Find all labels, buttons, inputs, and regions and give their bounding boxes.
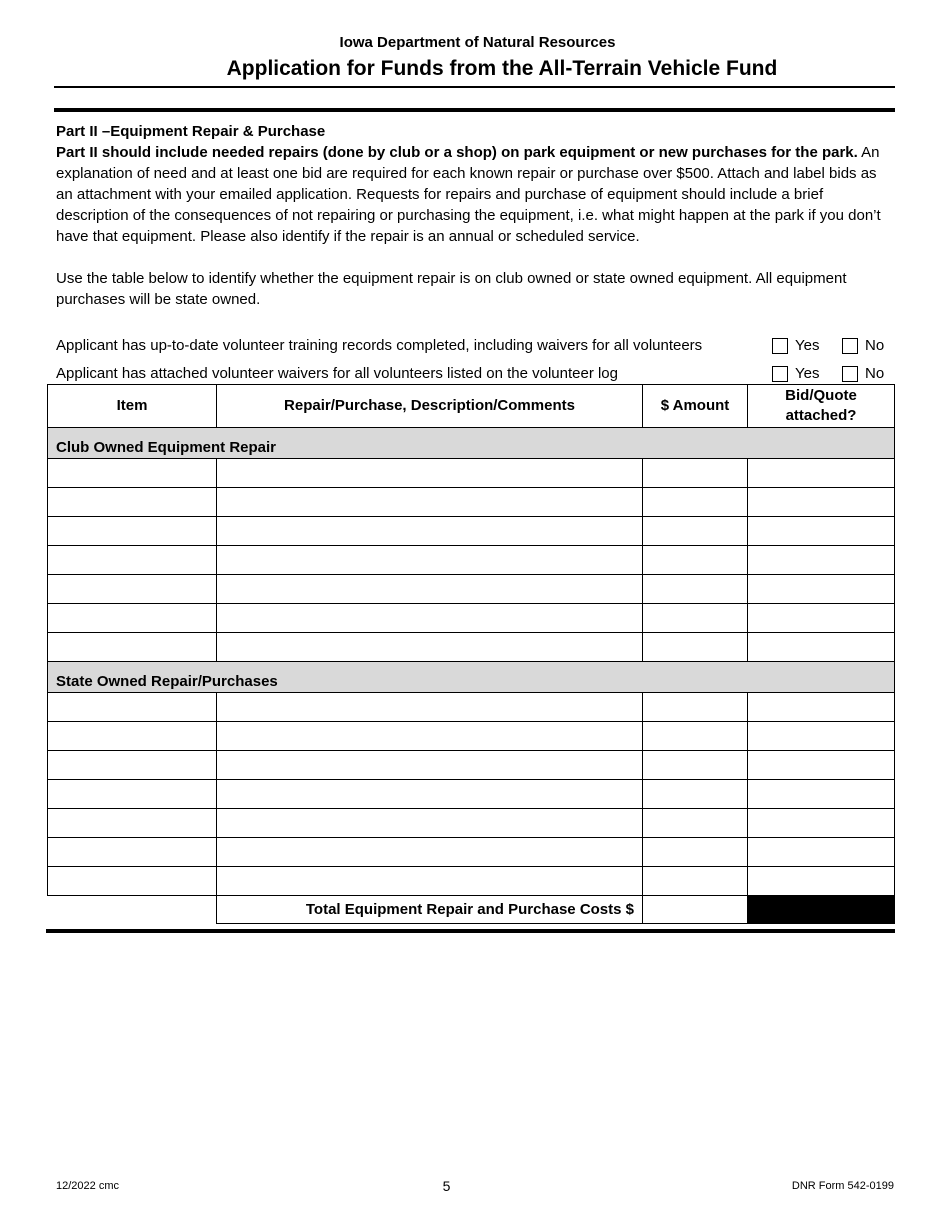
training-records-yes-label: Yes	[795, 337, 820, 354]
bid-quote-cell[interactable]	[748, 809, 895, 838]
amount-cell[interactable]	[643, 546, 748, 575]
item-cell[interactable]	[48, 575, 217, 604]
description-cell[interactable]	[217, 633, 643, 662]
description-cell[interactable]	[217, 604, 643, 633]
description-cell[interactable]	[217, 751, 643, 780]
amount-cell[interactable]	[643, 517, 748, 546]
section-state-owned: State Owned Repair/Purchases	[48, 662, 895, 693]
page-title: Application for Funds from the All-Terrain Vehicle Fund	[226, 57, 778, 80]
intro-text	[56, 121, 892, 310]
section-divider	[54, 108, 895, 112]
amount-cell[interactable]	[643, 575, 748, 604]
amount-cell[interactable]	[643, 780, 748, 809]
description-cell[interactable]	[217, 838, 643, 867]
instructions-paragraph	[56, 142, 892, 247]
description-cell[interactable]	[217, 867, 643, 896]
instructions-bold: Part II should include needed repairs (done by club or a shop) on park equipment or new purchases for the park.	[56, 144, 858, 161]
table-row	[48, 517, 895, 546]
volunteer-waivers-yes-label: Yes	[795, 365, 820, 382]
bid-quote-cell[interactable]	[748, 517, 895, 546]
description-cell[interactable]	[217, 459, 643, 488]
bid-quote-cell[interactable]	[748, 751, 895, 780]
bid-quote-cell[interactable]	[748, 604, 895, 633]
amount-cell[interactable]	[643, 809, 748, 838]
volunteer-waivers-row	[56, 363, 896, 385]
amount-cell[interactable]	[643, 867, 748, 896]
bottom-divider	[46, 929, 895, 933]
volunteer-waivers-no-checkbox[interactable]	[842, 366, 858, 382]
amount-cell[interactable]	[643, 633, 748, 662]
item-cell[interactable]	[48, 459, 217, 488]
amount-cell[interactable]	[643, 838, 748, 867]
bid-quote-cell[interactable]	[748, 488, 895, 517]
table-row	[48, 722, 895, 751]
table-row	[48, 838, 895, 867]
item-cell[interactable]	[48, 517, 217, 546]
volunteer-waivers-label: Applicant has attached volunteer waivers for all volunteers listed on the volunteer log	[56, 365, 618, 382]
training-records-label: Applicant has up-to-date volunteer training records completed, including waivers for all volunteers	[56, 337, 703, 354]
description-cell[interactable]	[217, 722, 643, 751]
col-header-bid-quote: Bid/Quote attached?	[748, 385, 895, 428]
bid-quote-cell[interactable]	[748, 722, 895, 751]
part-heading: Part II –Equipment Repair & Purchase	[56, 123, 326, 140]
amount-cell[interactable]	[643, 751, 748, 780]
item-cell[interactable]	[48, 751, 217, 780]
table-row	[48, 809, 895, 838]
bid-quote-cell[interactable]	[748, 459, 895, 488]
total-blank-cell	[48, 896, 217, 924]
description-cell[interactable]	[217, 809, 643, 838]
description-cell[interactable]	[217, 780, 643, 809]
bid-quote-cell[interactable]	[748, 633, 895, 662]
amount-cell[interactable]	[643, 459, 748, 488]
bid-quote-cell[interactable]	[748, 693, 895, 722]
bid-quote-cell[interactable]	[748, 780, 895, 809]
table-row	[48, 459, 895, 488]
item-cell[interactable]	[48, 722, 217, 751]
bid-quote-cell[interactable]	[748, 575, 895, 604]
item-cell[interactable]	[48, 604, 217, 633]
training-records-row	[56, 335, 896, 357]
training-records-yes-checkbox[interactable]	[772, 338, 788, 354]
equipment-table	[47, 384, 895, 924]
volunteer-waivers-yes-checkbox[interactable]	[772, 366, 788, 382]
volunteer-waivers-no-label: No	[865, 365, 885, 382]
page-number: 5	[442, 1178, 451, 1194]
footer-date: 12/2022 cmc	[56, 1180, 119, 1192]
item-cell[interactable]	[48, 693, 217, 722]
col-header-amount: $ Amount	[643, 385, 748, 428]
item-cell[interactable]	[48, 867, 217, 896]
agency-name: Iowa Department of Natural Resources	[339, 34, 616, 51]
bid-quote-cell[interactable]	[748, 867, 895, 896]
item-cell[interactable]	[48, 809, 217, 838]
item-cell[interactable]	[48, 633, 217, 662]
training-records-no-label: No	[865, 337, 885, 354]
table-row	[48, 546, 895, 575]
amount-cell[interactable]	[643, 693, 748, 722]
item-cell[interactable]	[48, 838, 217, 867]
amount-cell[interactable]	[643, 604, 748, 633]
form-number: DNR Form 542-0199	[791, 1180, 894, 1192]
description-cell[interactable]	[217, 693, 643, 722]
item-cell[interactable]	[48, 546, 217, 575]
table-row	[48, 604, 895, 633]
bid-quote-cell[interactable]	[748, 838, 895, 867]
table-row	[48, 751, 895, 780]
col-header-item: Item	[48, 385, 217, 428]
description-cell[interactable]	[217, 488, 643, 517]
section-club-owned: Club Owned Equipment Repair	[48, 428, 895, 459]
item-cell[interactable]	[48, 488, 217, 517]
training-records-no-checkbox[interactable]	[842, 338, 858, 354]
total-label: Total Equipment Repair and Purchase Costs $	[217, 896, 643, 924]
table-row	[48, 867, 895, 896]
total-shaded-cell	[748, 896, 895, 924]
table-row	[48, 488, 895, 517]
col-header-description: Repair/Purchase, Description/Comments	[217, 385, 643, 428]
instructions-body: An explanation of need and at least one bid are required for each known repair or purchase over $500. Attach and label bids as an attachment with your emailed application. Requests for repairs and purchase of equipment should include a brief description of the consequences of not repairing or purchasing the equipment, i.e. what might happen at the park if you don’t have that equipment. Please also identify if the repair is an annual or scheduled service.	[56, 144, 881, 245]
total-amount-cell[interactable]	[643, 896, 748, 924]
table-row	[48, 780, 895, 809]
bid-quote-cell[interactable]	[748, 546, 895, 575]
table-row	[48, 633, 895, 662]
header-divider	[54, 86, 895, 88]
total-row	[48, 896, 895, 924]
table-row	[48, 693, 895, 722]
amount-cell[interactable]	[643, 488, 748, 517]
amount-cell[interactable]	[643, 722, 748, 751]
table-note: Use the table below to identify whether the equipment repair is on club owned or state owned equipment. All equipment purchases will be state owned.	[56, 270, 847, 308]
description-cell[interactable]	[217, 575, 643, 604]
description-cell[interactable]	[217, 517, 643, 546]
table-row	[48, 575, 895, 604]
item-cell[interactable]	[48, 780, 217, 809]
description-cell[interactable]	[217, 546, 643, 575]
